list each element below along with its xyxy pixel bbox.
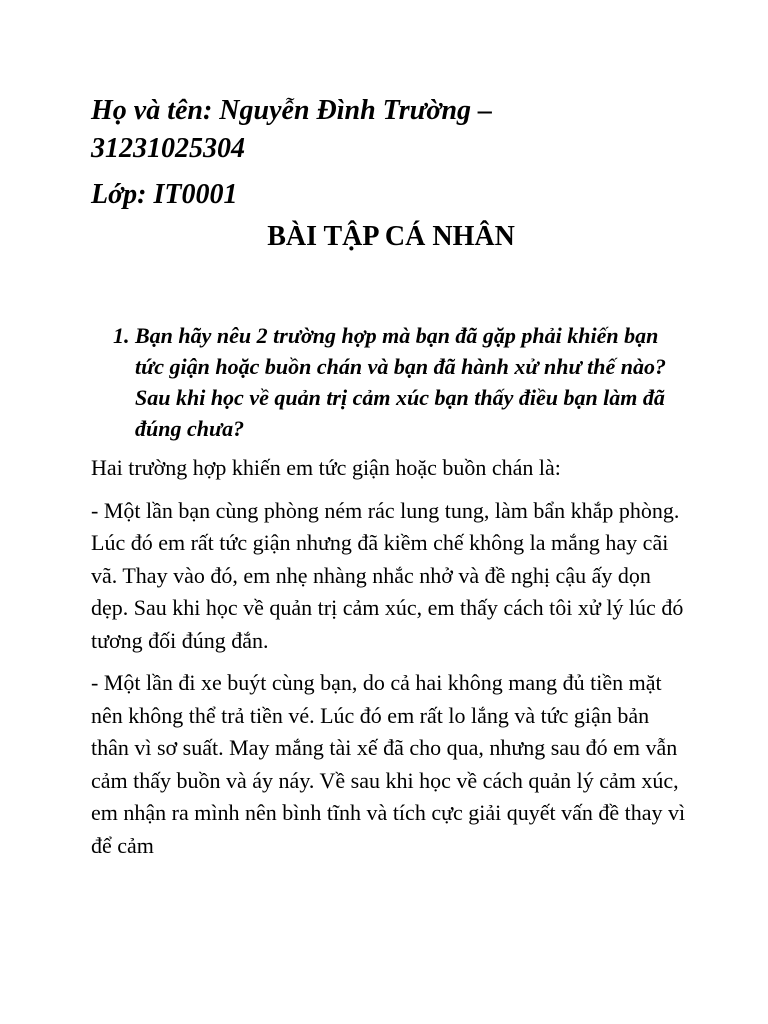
document-title: BÀI TẬP CÁ NHÂN	[267, 221, 515, 252]
answer-case-2: - Một lần đi xe buýt cùng bạn, do cả hai không mang đủ tiền mặt nên không thể trả tiền vé. Lúc đó em rất lo lắng và tức giận bản thân vì sơ suất. May mắng tài xế đã cho qua, nhưng sau đó em vẫn cảm thấy buồn và áy náy. Về sau khi học về cách quản lý cảm xúc, em nhận ra mình nên bình tĩnh và tích cực giải quyết vấn đề thay vì để cảm	[91, 670, 686, 858]
student-id-line: 31231025304	[91, 133, 245, 164]
student-info	[91, 92, 691, 168]
document-page	[91, 92, 691, 862]
question-item	[91, 320, 691, 444]
question-number: 1.	[113, 323, 130, 348]
class-line: Lớp: IT0001	[91, 179, 238, 210]
answer-case-1: - Một lần bạn cùng phòng ném rác lung tung, làm bẩn khắp phòng. Lúc đó em rất tức giận nhưng đã kiềm chế không la mắng hay cãi vã. Thay vào đó, em nhẹ nhàng nhắc nhở và đề nghị cậu ấy dọn dẹp. Sau khi học về quản trị cảm xúc, em thấy cách tôi xử lý lúc đó tương đối đúng đắn.	[91, 497, 684, 653]
student-name-line: Họ và tên: Nguyễn Đình Trường –	[91, 95, 493, 126]
question-text: Bạn hãy nêu 2 trường hợp mà bạn đã gặp phải khiến bạn tức giận hoặc buồn chán và bạn đã hành xử như thế nào? Sau khi học về quản trị cảm xúc bạn thấy điều bạn làm đã đúng chưa?	[135, 323, 666, 441]
answer-intro: Hai trường hợp khiến em tức giận hoặc buồn chán là:	[91, 455, 561, 480]
